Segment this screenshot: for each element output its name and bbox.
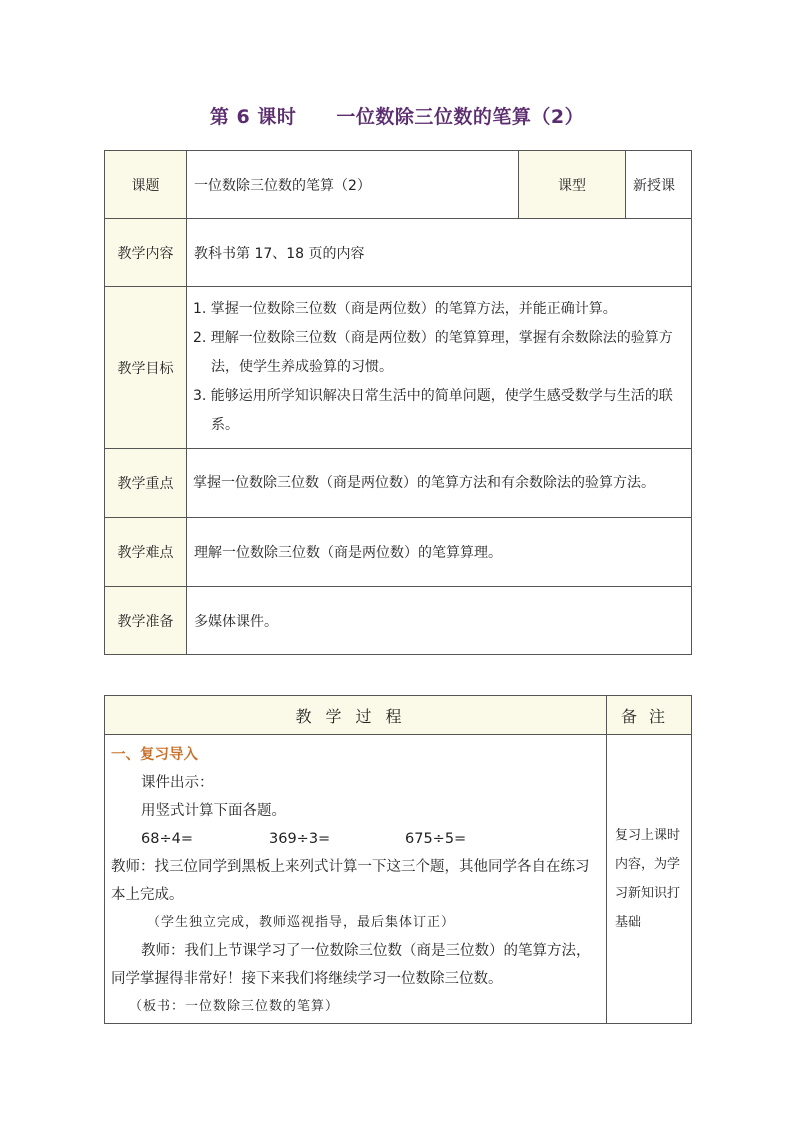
courseware-line: 课件出示： (141, 775, 214, 791)
goal-item: 2. 理解一位数除三位数（商是两位数）的笔算算理，掌握有余数除法的验算方法，使学生养成验算的习惯。 (193, 330, 673, 375)
page-title (0, 102, 794, 129)
table-row (105, 151, 692, 219)
type-value: 新授课 (626, 151, 692, 219)
process-header: 教学过程 (105, 696, 607, 735)
key-label: 教学重点 (105, 449, 187, 518)
lesson-number: 第 6 课时 (209, 106, 297, 128)
table-row (105, 287, 692, 449)
section-heading: 一、复习导入 (111, 747, 198, 763)
table-row (105, 219, 692, 287)
lesson-info-table (104, 150, 692, 655)
goal-item: 1. 掌握一位数除三位数（商是两位数）的笔算方法，并能正确计算。 (193, 301, 617, 317)
teacher-line: 教师：我们上节课学习了一位数除三位数（商是三位数）的笔算方法，同学掌握得非常好！接下来我们将继续学习一位数除三位数。 (111, 943, 591, 987)
table-row (105, 449, 692, 518)
remark-content: 复习上课时内容，为学习新知识打基础 (607, 735, 692, 1024)
task-line: 用竖式计算下面各题。 (141, 803, 286, 819)
note-line: （学生独立完成，教师巡视指导，最后集体订正） (147, 915, 456, 930)
table-row (105, 518, 692, 587)
content-value: 教科书第 17、18 页的内容 (187, 219, 692, 287)
difficulty-value: 理解一位数除三位数（商是两位数）的笔算算理。 (187, 518, 692, 587)
goals-list (187, 287, 692, 449)
board-note: （板书：一位数除三位数的笔算） (129, 999, 340, 1014)
topic-label: 课题 (105, 151, 187, 219)
content-label: 教学内容 (105, 219, 187, 287)
goal-item: 3. 能够运用所学知识解决日常生活中的简单问题，使学生感受数学与生活的联系。 (193, 388, 673, 433)
calc-row (111, 825, 600, 853)
lesson-title: 一位数除三位数的笔算（2） (336, 106, 585, 128)
prep-value: 多媒体课件。 (187, 587, 692, 655)
key-value: 掌握一位数除三位数（商是两位数）的笔算方法和有余数除法的验算方法。 (187, 449, 692, 518)
remark-header: 备注 (607, 696, 692, 735)
type-label: 课型 (519, 151, 626, 219)
table-row (105, 587, 692, 655)
teaching-process-table (104, 695, 692, 1024)
calc-item: 369÷3= (269, 831, 331, 847)
goals-label: 教学目标 (105, 287, 187, 449)
topic-value: 一位数除三位数的笔算（2） (187, 151, 519, 219)
teacher-line: 教师：找三位同学到黑板上来列式计算一下这三个题，其他同学各自在练习本上完成。 (111, 859, 590, 903)
difficulty-label: 教学难点 (105, 518, 187, 587)
table-row (105, 735, 692, 1024)
table-row (105, 696, 692, 735)
calc-item: 68÷4= (141, 831, 193, 847)
prep-label: 教学准备 (105, 587, 187, 655)
calc-item: 675÷5= (405, 831, 467, 847)
process-content (105, 735, 607, 1024)
